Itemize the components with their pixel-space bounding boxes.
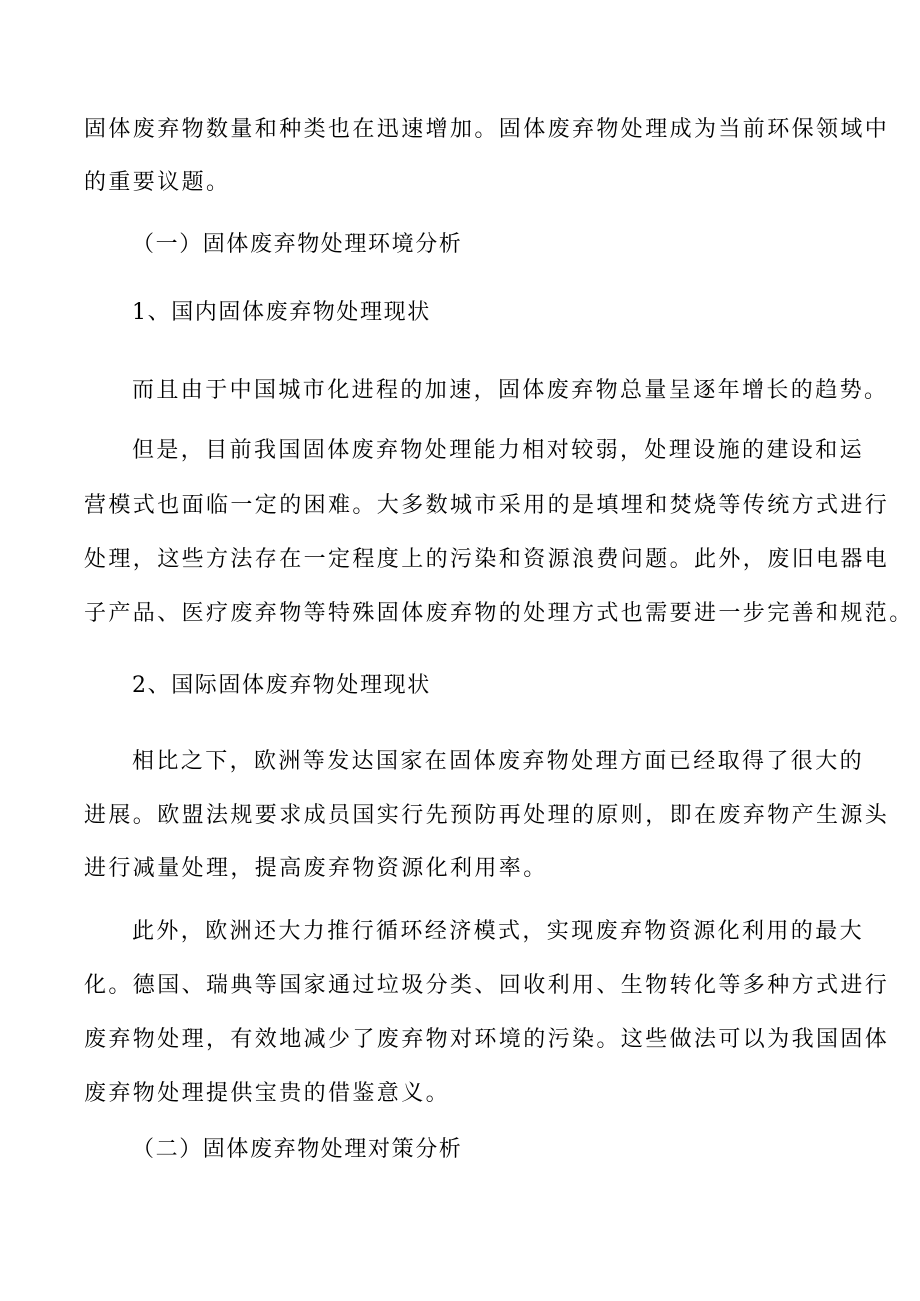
paragraph-line: 营模式也面临一定的困难。大多数城市采用的是填埋和焚烧等传统方式进行 (84, 493, 890, 518)
paragraph-line: 子产品、医疗废弃物等特殊固体废弃物的处理方式也需要进一步完善和规范。 (84, 601, 914, 626)
paragraph-line: 化。德国、瑞典等国家通过垃圾分类、回收利用、生物转化等多种方式进行 (84, 973, 890, 998)
paragraph-line: 而且由于中国城市化进程的加速，固体废弃物总量呈逐年增长的趋势。 (132, 378, 889, 403)
section-heading-2: （二）固体废弃物处理对策分析 (132, 1137, 463, 1162)
section-heading-1: （一）固体废弃物处理环境分析 (132, 232, 463, 257)
paragraph-line: 的重要议题。 (84, 170, 231, 195)
paragraph-line: 相比之下，欧洲等发达国家在固体废弃物处理方面已经取得了很大的 (132, 749, 865, 774)
paragraph-line: 固体废弃物数量和种类也在迅速增加。固体废弃物处理成为当前环保领域中 (84, 117, 890, 142)
paragraph-line: 但是，目前我国固体废弃物处理能力相对较弱，处理设施的建设和运 (132, 438, 865, 463)
paragraph-line: 此外，欧洲还大力推行循环经济模式，实现废弃物资源化利用的最大 (132, 919, 865, 944)
subsection-heading-international: 2、国际固体废弃物处理现状 (132, 673, 431, 698)
paragraph-line: 废弃物处理提供宝贵的借鉴意义。 (84, 1081, 451, 1106)
paragraph-line: 进行减量处理，提高废弃物资源化利用率。 (84, 856, 548, 881)
subsection-heading-domestic: 1、国内固体废弃物处理现状 (132, 300, 431, 325)
paragraph-line: 废弃物处理，有效地减少了废弃物对环境的污染。这些做法可以为我国固体 (84, 1027, 890, 1052)
paragraph-line: 进展。欧盟法规要求成员国实行先预防再处理的原则，即在废弃物产生源头 (84, 803, 890, 828)
paragraph-line: 处理，这些方法存在一定程度上的污染和资源浪费问题。此外，废旧电器电 (84, 547, 890, 572)
